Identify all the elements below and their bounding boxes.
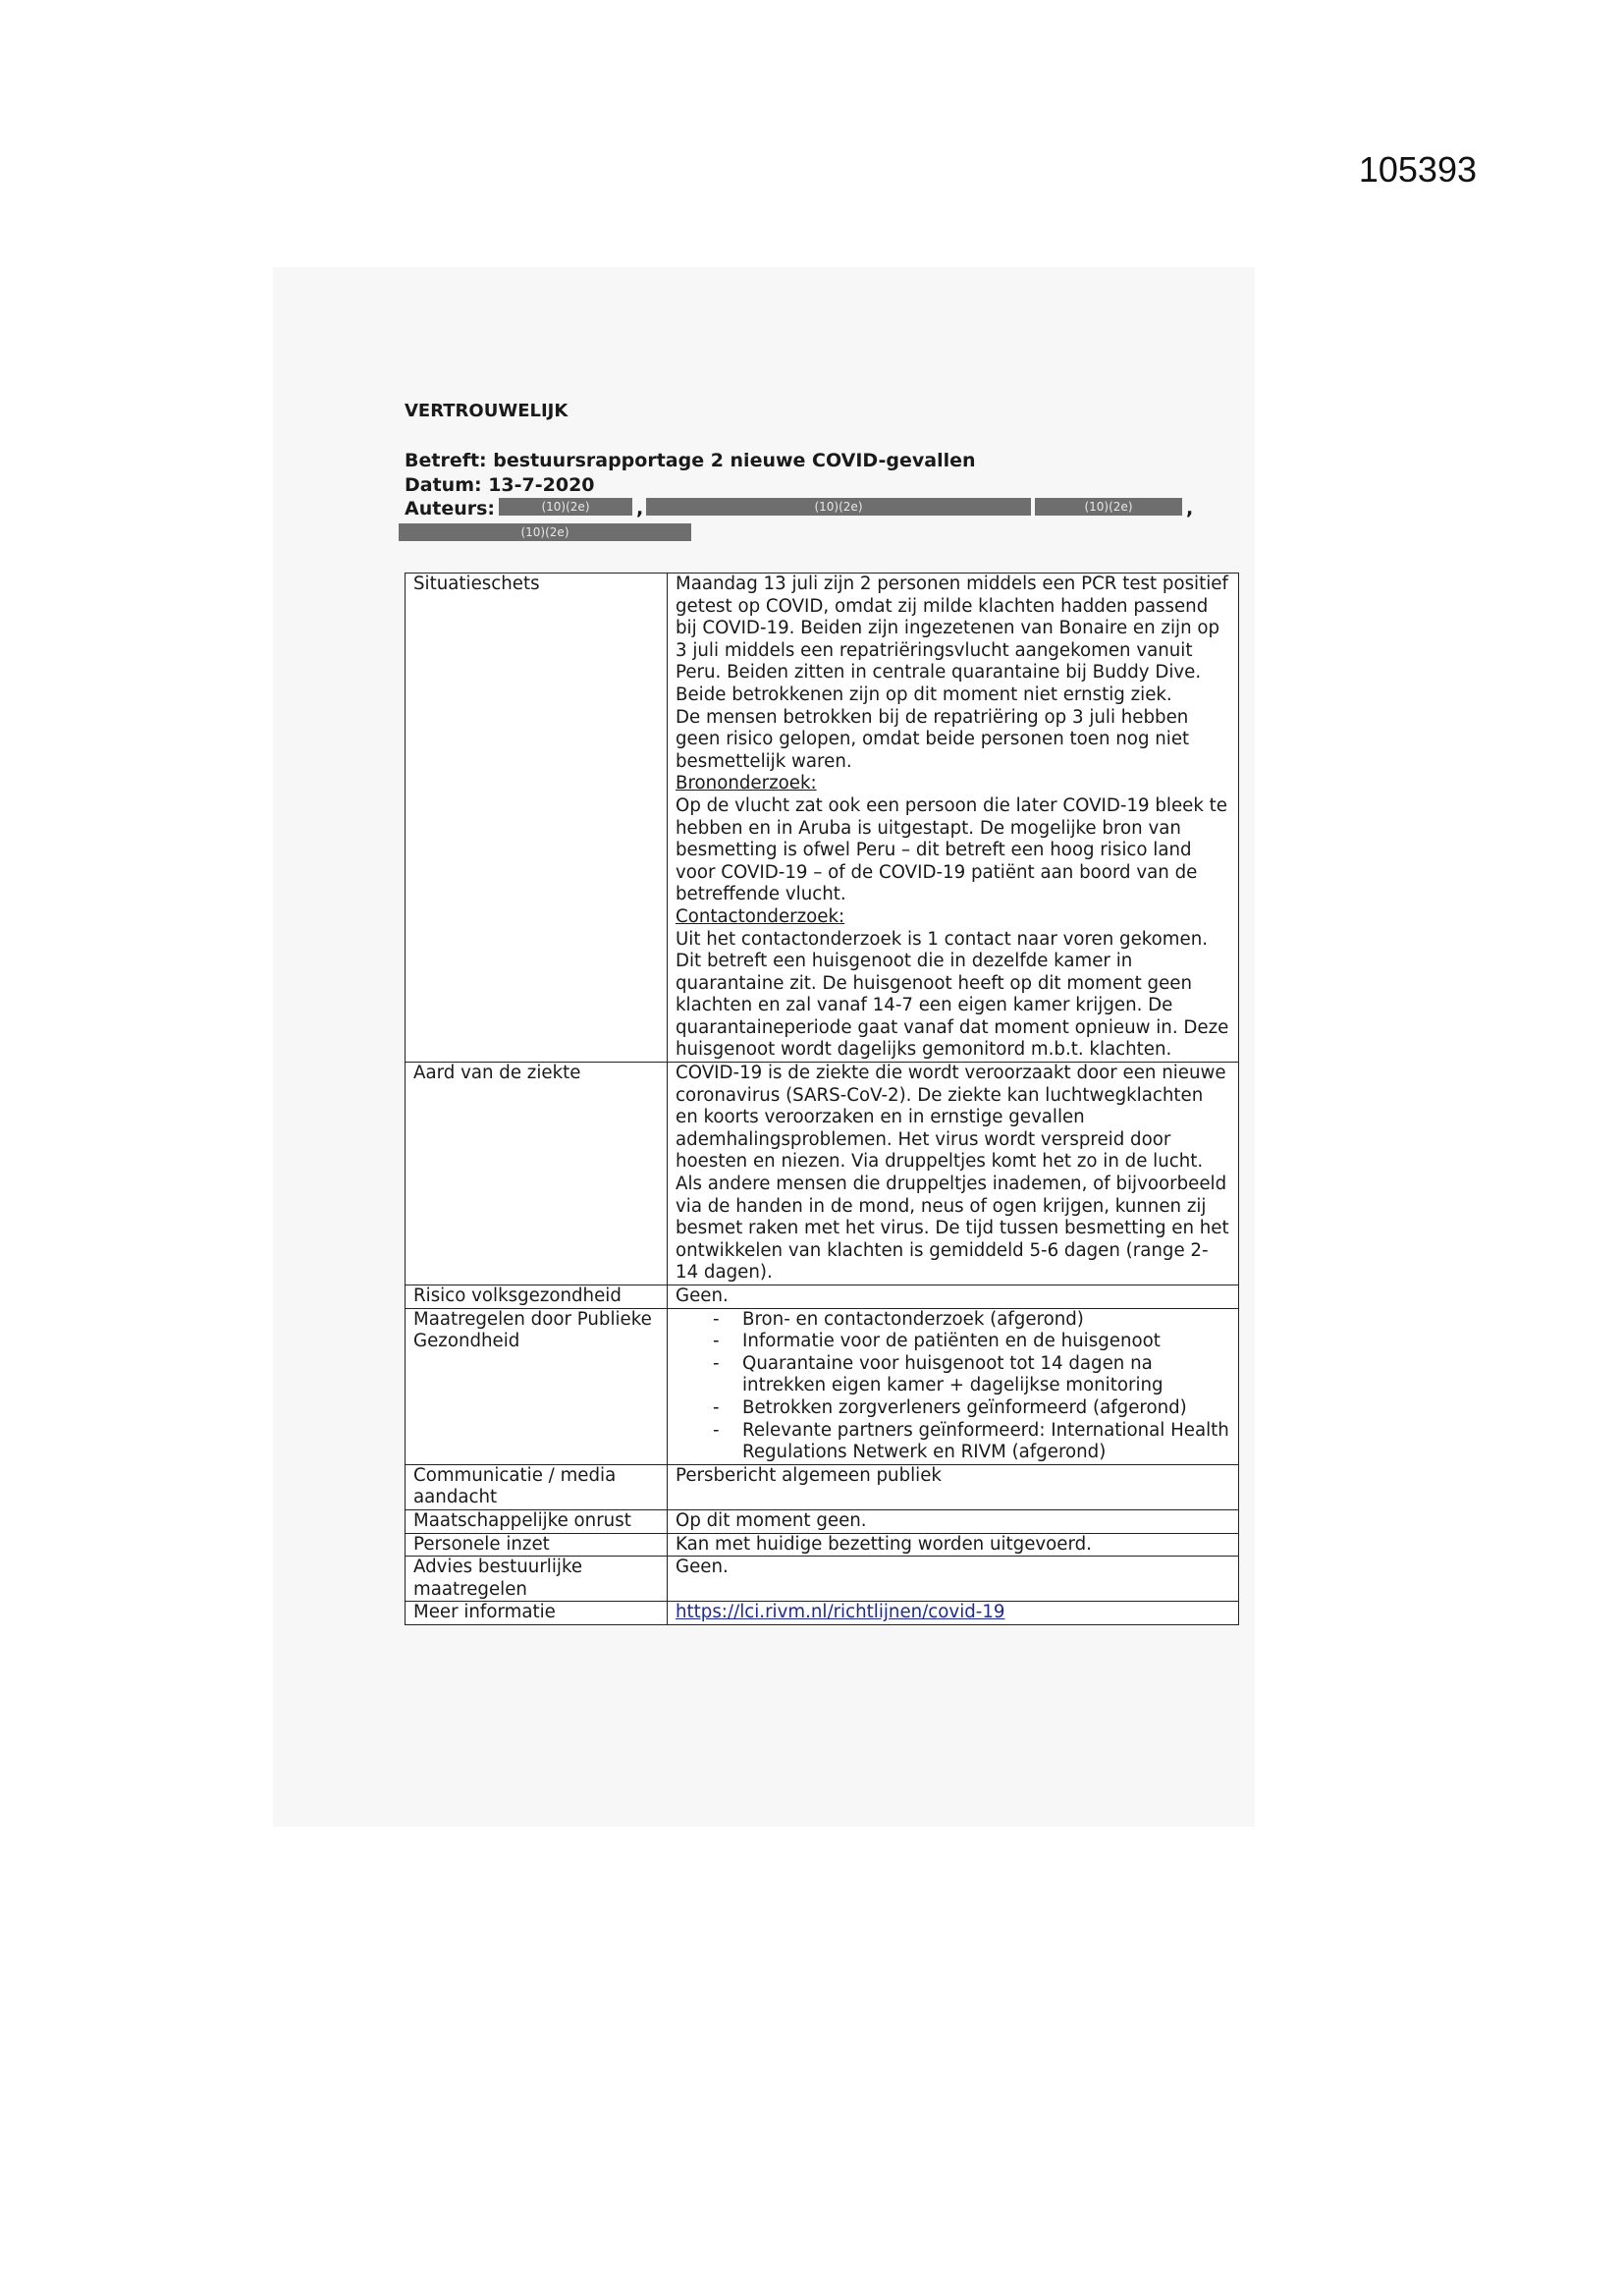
row-label-advies: Advies bestuurlijke maatregelen	[406, 1557, 668, 1602]
authors-row-2	[405, 521, 1239, 545]
row-label-risico: Risico volksgezondheid	[406, 1285, 668, 1309]
table-row	[406, 1533, 1239, 1557]
table-row	[406, 1557, 1239, 1602]
measures-list	[676, 1309, 1230, 1464]
contact-investigation-text: Uit het contactonderzoek is 1 contact naar voren gekomen. Dit betreft een huisgenoot die in dezelfde kamer in quarantaine zit. De huisgenoot heeft op dit moment geen klachten en zal vanaf 14-7 een eigen kamer krijgen. De quarantaineperiode gaat vanaf dat moment opnieuw in. Deze huisgenoot wordt dagelijks gemonitord m.b.t. klachten.	[676, 928, 1229, 1061]
table-row	[406, 1509, 1239, 1533]
table-row	[406, 1063, 1239, 1285]
report-table	[405, 573, 1239, 1625]
list-item: - Betrokken zorgverleners geïnformeerd (afgerond)	[713, 1397, 1230, 1420]
row-label-communicatie: Communicatie / media aandacht	[406, 1464, 668, 1509]
author-separator: ,	[1186, 498, 1194, 519]
list-item: - Informatie voor de patiënten en de huisgenoot	[713, 1331, 1230, 1353]
row-content-aard: COVID-19 is de ziekte die wordt veroorzaakt door een nieuwe coronavirus (SARS-CoV-2). De ziekte kan luchtwegklachten en koorts veroorzaken en in ernstige gevallen ademhalingsproblemen. Het virus wordt verspreid door hoesten en niezen. Via druppeltjes komt het zo in de lucht. Als andere mensen die druppeltjes inademen, of bijvoorbeeld via de handen in de mond, neus of ogen krijgen, kunnen zij besmet raken met het virus. De tijd tussen besmetting en het ontwikkelen van klachten is gemiddeld 5-6 dagen (range 2-14 dagen).	[668, 1063, 1239, 1285]
table-row	[406, 1308, 1239, 1464]
redacted-author-2: (10)(2e)	[646, 498, 1031, 516]
row-content-inzet: Kan met huidige bezetting worden uitgevoerd.	[668, 1533, 1239, 1557]
list-item: - Quarantaine voor huisgenoot tot 14 dagen na intrekken eigen kamer + dagelijkse monitoring	[713, 1353, 1230, 1397]
row-content-risico: Geen.	[668, 1285, 1239, 1309]
authors-label: Auteurs:	[405, 498, 496, 519]
list-item: - Bron- en contactonderzoek (afgerond)	[713, 1309, 1230, 1332]
contact-investigation-heading: Contactonderzoek:	[676, 905, 845, 927]
author-separator: ,	[636, 498, 644, 519]
document-header	[405, 401, 1239, 545]
document-number: 105393	[1358, 149, 1477, 190]
row-label-aard: Aard van de ziekte	[406, 1063, 668, 1285]
row-content-advies: Geen.	[668, 1557, 1239, 1602]
row-content-meer	[668, 1602, 1239, 1625]
row-label-situatieschets: Situatieschets	[406, 574, 668, 1063]
subject-line: Betreft: bestuursrapportage 2 nieuwe COVID-gevallen	[405, 450, 976, 471]
row-content-communicatie: Persbericht algemeen publiek	[668, 1464, 1239, 1509]
source-investigation-heading: Brononderzoek:	[676, 773, 817, 794]
list-item: - Relevante partners geïnformeerd: International Health Regulations Netwerk en RIVM (afgerond)	[713, 1420, 1230, 1464]
authors-row	[405, 498, 1239, 521]
situation-paragraph: Maandag 13 juli zijn 2 personen middels een PCR test positief getest op COVID, omdat zij milde klachten hadden passend bij COVID-19. Beiden zijn ingezetenen van Bonaire en zijn op 3 juli middels een repatriëringsvlucht aangekomen vanuit Peru. Beiden zitten in centrale quarantaine bij Buddy Dive. Beide betrokkenen zijn op dit moment niet ernstig ziek.	[676, 574, 1228, 705]
table-row	[406, 1602, 1239, 1625]
redacted-author-1: (10)(2e)	[499, 498, 632, 516]
row-label-inzet: Personele inzet	[406, 1533, 668, 1557]
source-investigation-text: Op de vlucht zat ook een persoon die later COVID-19 bleek te hebben en in Aruba is uitgestapt. De mogelijke bron van besmetting is ofwel Peru – dit betreft een hoog risico land voor COVID-19 – of de COVID-19 patiënt aan boord van de betreffende vlucht.	[676, 794, 1228, 905]
table-row	[406, 574, 1239, 1063]
row-content-maatregelen	[668, 1308, 1239, 1464]
date-line: Datum: 13-7-2020	[405, 474, 595, 496]
row-label-maatregelen: Maatregelen door Publieke Gezondheid	[406, 1308, 668, 1464]
row-content-onrust: Op dit moment geen.	[668, 1509, 1239, 1533]
table-row	[406, 1464, 1239, 1509]
confidential-label: VERTROUWELIJK	[405, 401, 568, 421]
row-label-onrust: Maatschappelijke onrust	[406, 1509, 668, 1533]
redacted-author-3: (10)(2e)	[1035, 498, 1182, 516]
row-content-situatieschets	[668, 574, 1239, 1063]
table-row	[406, 1285, 1239, 1309]
redacted-author-4: (10)(2e)	[399, 523, 691, 541]
situation-paragraph: De mensen betrokken bij de repatriëring op 3 juli hebben geen risico gelopen, omdat beide personen toen nog niet besmettelijk waren.	[676, 706, 1190, 772]
row-label-meer: Meer informatie	[406, 1602, 668, 1625]
more-info-link[interactable]: https://lci.rivm.nl/richtlijnen/covid-19	[676, 1602, 1005, 1623]
